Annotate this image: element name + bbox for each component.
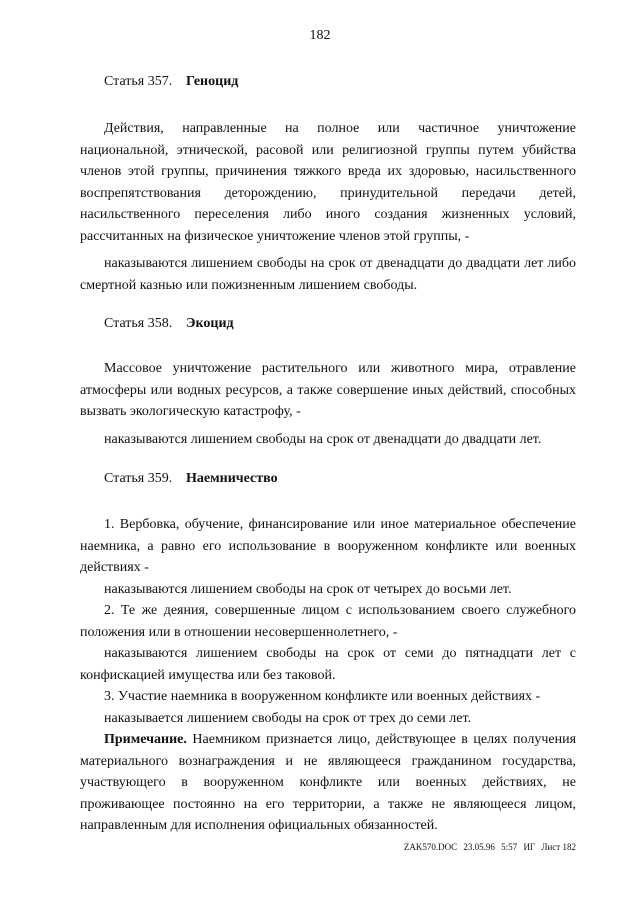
footer-date: 23.05.96 (463, 842, 495, 852)
article-number: Статья 358. (104, 316, 173, 331)
article-note (80, 729, 576, 837)
article-number: Статья 357. (104, 74, 173, 89)
footer-initials: ИГ (523, 842, 536, 852)
article-357-body (80, 118, 576, 296)
article-paragraph: Массовое уничтожение растительного или животного мира, отравление атмосферы или водных ресурсов, а также совершение иных действий, способных вызвать экологическую катастрофу, - (80, 361, 576, 419)
article-359-heading (104, 471, 278, 487)
footer-time: 5:57 (501, 842, 518, 852)
article-paragraph: Действия, направленные на полное или частичное уничтожение национальной, этнической, расовой или религиозной группы путем убийства членов этой группы, причинения тяжкого вреда их здоровью, насильственного воспрепятствования деторождению, принудительной передачи детей, насильственного переселения либо иного создания жизненных условий, рассчитанных на физическое уничтожение членов этой группы, - (80, 121, 576, 244)
article-sanction: наказываются лишением свободы на срок от двенадцати до двадцати лет либо смертной казнью или пожизненным лишением свободы. (80, 256, 576, 293)
article-title: Геноцид (186, 74, 239, 89)
article-title: Наемничество (186, 471, 278, 486)
article-title: Экоцид (186, 316, 234, 331)
article-sanction: наказываются лишением свободы на срок от четырех до восьми лет. (104, 581, 512, 597)
article-number: Статья 359. (104, 471, 173, 486)
note-text: Наемником признается лицо, действующее в целях получения материального вознаграждения и не являющееся гражданином государства, участвующего в вооруженном конфликте или военных действиях, не проживающее постоянно на его территории, а также не являющееся лицом, направленным для исполнения официальных обязанностей. (80, 732, 577, 833)
page-number: 182 (309, 28, 331, 43)
article-sanction: наказываются лишением свободы на срок от двенадцати до двадцати лет. (104, 431, 542, 447)
article-359-body (80, 514, 576, 837)
article-358-body (80, 358, 576, 450)
article-sanction: наказывается лишением свободы на срок от трех до семи лет. (104, 710, 472, 726)
article-sanction: наказываются лишением свободы на срок от семи до пятнадцати лет с конфискацией имущества или без таковой. (80, 646, 576, 683)
article-358-heading (104, 316, 234, 332)
article-paragraph: 2. Те же деяния, совершенные лицом с использованием своего служебного положения или в отношении несовершеннолетнего, - (80, 603, 576, 640)
document-footer (400, 842, 576, 852)
footer-sheet: Лист 182 (541, 842, 576, 852)
article-paragraph: 1. Вербовка, обучение, финансирование или иное материальное обеспечение наемника, а равно его использование в вооруженном конфликте или военных действиях - (80, 517, 576, 575)
note-label: Примечание. (104, 732, 187, 747)
article-paragraph: 3. Участие наемника в вооруженном конфликте или военных действиях - (104, 689, 541, 704)
footer-file: ZAK570.DOC (403, 842, 458, 852)
article-357-heading (104, 74, 238, 90)
